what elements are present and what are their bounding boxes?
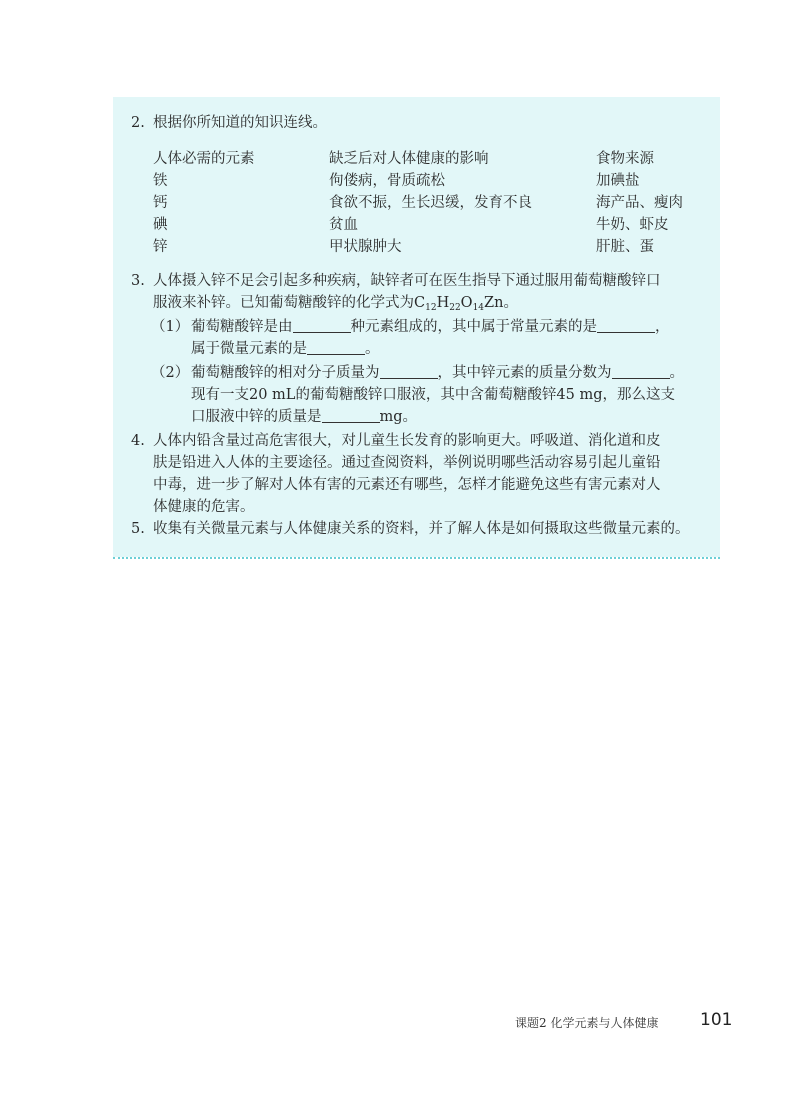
q2-source: 肝脏、蛋 [596,239,654,255]
answer-blank[interactable] [322,408,380,423]
q5-text: 收集有关微量元素与人体健康关系的资料，并了解人体是如何摄取这些微量元素的。 [153,521,690,537]
q3-part2-line1: 葡萄糖酸锌的相对分子质量为 ，其中锌元素的质量分数为 。 [191,365,684,381]
q3-part2-line2: 现有一支20 mL的葡萄糖酸锌口服液，其中含葡萄糖酸锌45 mg，那么这支 [191,387,676,403]
chapter-title: 课题2 化学元素与人体健康 [515,1016,659,1030]
q4-line: 人体内铅含量过高危害很大，对儿童生长发育的影响更大。呼吸道、消化道和皮 [153,433,661,449]
q2-element: 锌 [153,239,168,255]
q2-source: 牛奶、虾皮 [596,217,669,233]
q3-line2: 服液来补锌。已知葡萄糖酸锌的化学式为$C_{12}H_{22}O_{14}Zn$。 [153,295,518,313]
q2-element: 碘 [153,217,168,233]
q4-line: 体健康的危害。 [153,499,255,515]
q2-effect: 食欲不振，生长迟缓，发育不良 [329,195,532,211]
q2-number: 2. [131,115,145,131]
q3-part1-line2: 属于微量元素的是 。 [191,341,380,357]
q2-element: 铁 [153,173,168,189]
answer-blank[interactable] [597,318,655,333]
q2-element: 钙 [153,195,168,211]
q3-part2-label: （2） [151,365,190,381]
q3-line2-text: 服液来补锌。已知葡萄糖酸锌的化学式为 [153,295,414,311]
dotted-divider [113,557,720,559]
q2-effect: 贫血 [329,217,358,233]
q2-source: 加碘盐 [596,173,640,189]
q2-text: 根据你所知道的知识连线。 [153,115,327,131]
chemical-formula: $C_{12}H_{22}O_{14}Zn$ [414,295,504,313]
q2-effect: 佝偻病，骨质疏松 [329,173,445,189]
answer-blank[interactable] [612,364,670,379]
page-number: 101 [700,1010,733,1030]
answer-blank[interactable] [380,364,438,379]
q3-part1-label: （1） [151,319,190,335]
q2-source: 海产品、瘦肉 [596,195,683,211]
q3-line1: 人体摄入锌不足会引起多种疾病，缺锌者可在医生指导下通过服用葡萄糖酸锌口 [153,273,661,289]
q2-header-elements: 人体必需的元素 [153,151,255,167]
answer-blank[interactable] [307,340,365,355]
q4-line: 肤是铅进入人体的主要途径。通过查阅资料，举例说明哪些活动容易引起儿童铅 [153,455,661,471]
q3-part2-line3: 口服液中锌的质量是 mg。 [191,409,418,425]
q4-number: 4. [131,433,145,449]
q2-header-sources: 食物来源 [596,151,654,167]
q3-number: 3. [131,273,145,289]
q4-line: 中毒，进一步了解对人体有害的元素还有哪些，怎样才能避免这些有害元素对人 [153,477,661,493]
q3-part1-line1: 葡萄糖酸锌是由 种元素组成的，其中属于常量元素的是 ， [191,319,670,335]
q5-number: 5. [131,521,145,537]
answer-blank[interactable] [293,318,351,333]
q2-header-effects: 缺乏后对人体健康的影响 [329,151,489,167]
q2-effect: 甲状腺肿大 [329,239,402,255]
